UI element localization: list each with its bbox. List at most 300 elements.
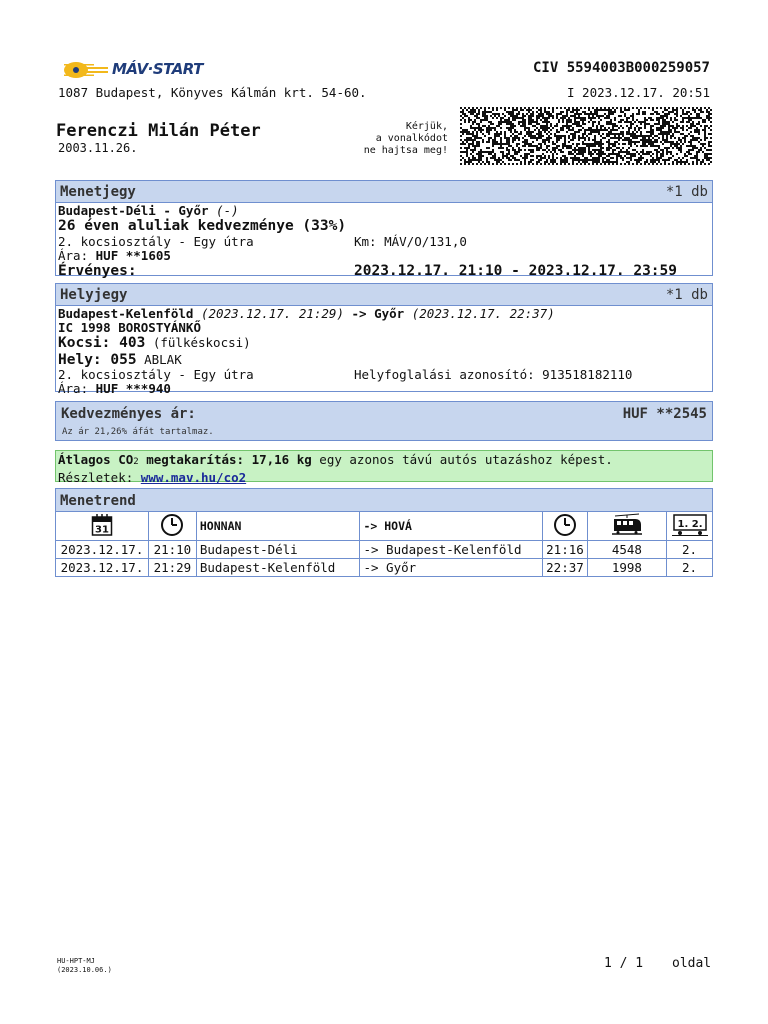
barcode-module <box>638 153 640 155</box>
barcode-module <box>476 113 478 115</box>
barcode-module <box>608 159 610 161</box>
barcode-module <box>554 143 556 145</box>
barcode-module <box>688 163 690 165</box>
barcode-module <box>604 161 606 163</box>
barcode-module <box>652 133 654 135</box>
barcode-module <box>514 137 516 139</box>
barcode-module <box>500 143 502 145</box>
barcode-module <box>482 161 484 163</box>
barcode-module <box>708 153 710 155</box>
barcode-module <box>666 147 668 149</box>
barcode-module <box>512 123 514 125</box>
barcode-module <box>584 131 586 133</box>
barcode-module <box>686 129 688 131</box>
barcode-module <box>568 125 570 127</box>
barcode-module <box>676 143 678 145</box>
barcode-module <box>584 157 586 159</box>
barcode-module <box>546 117 548 119</box>
barcode-module <box>644 139 646 141</box>
barcode-module <box>556 163 558 165</box>
barcode-module <box>626 133 628 135</box>
barcode-module <box>620 109 622 111</box>
barcode-module <box>582 121 584 123</box>
barcode-module <box>460 127 462 129</box>
barcode-module <box>506 155 508 157</box>
barcode-module <box>672 107 674 109</box>
barcode-module <box>548 115 550 117</box>
barcode-module <box>670 153 672 155</box>
barcode-module <box>524 139 526 141</box>
barcode-module <box>594 137 596 139</box>
barcode-module <box>466 141 468 143</box>
barcode-module <box>550 129 552 131</box>
barcode-module <box>512 109 514 111</box>
barcode-module <box>616 129 618 131</box>
co2-details-link[interactable]: www.mav.hu/co2 <box>140 470 247 485</box>
barcode-module <box>650 145 652 147</box>
barcode-module <box>680 107 682 109</box>
barcode-module <box>538 149 540 151</box>
barcode-module <box>568 119 570 121</box>
barcode-module <box>592 131 594 133</box>
barcode-module <box>470 119 472 121</box>
barcode-module <box>550 159 552 161</box>
barcode-module <box>592 143 594 145</box>
barcode-module <box>552 111 554 113</box>
barcode-module <box>552 159 554 161</box>
barcode-module <box>468 163 470 165</box>
barcode-module <box>606 123 608 125</box>
barcode-module <box>478 141 480 143</box>
barcode-module <box>658 151 660 153</box>
barcode-module <box>708 119 710 121</box>
barcode-module <box>532 121 534 123</box>
barcode-module <box>566 119 568 121</box>
barcode-module <box>526 133 528 135</box>
barcode-module <box>500 133 502 135</box>
barcode-module <box>542 113 544 115</box>
barcode-module <box>666 151 668 153</box>
barcode-module <box>540 125 542 127</box>
barcode-module <box>600 153 602 155</box>
barcode-module <box>708 107 710 109</box>
barcode-module <box>462 143 464 145</box>
passenger-name: Ferenczi Milán Péter <box>56 121 261 141</box>
barcode-module <box>588 153 590 155</box>
class-column-header <box>667 512 713 541</box>
barcode-module <box>710 161 712 163</box>
barcode-module <box>476 143 478 145</box>
barcode-module <box>472 155 474 157</box>
barcode-module <box>702 161 704 163</box>
barcode-module <box>590 133 592 135</box>
barcode-module <box>704 133 706 135</box>
barcode-module <box>516 117 518 119</box>
barcode-module <box>648 123 650 125</box>
barcode-module <box>572 149 574 151</box>
barcode-module <box>594 113 596 115</box>
barcode-module <box>592 157 594 159</box>
barcode-module <box>624 115 626 117</box>
barcode-module <box>518 117 520 119</box>
barcode-module <box>572 157 574 159</box>
barcode-module <box>620 133 622 135</box>
barcode-module <box>506 137 508 139</box>
barcode-module <box>476 127 478 129</box>
barcode-module <box>512 139 514 141</box>
barcode-module <box>478 117 480 119</box>
panel-title: Menetjegy <box>60 183 136 200</box>
barcode-module <box>682 109 684 111</box>
barcode-module <box>698 131 700 133</box>
barcode-module <box>518 159 520 161</box>
barcode-module <box>552 115 554 117</box>
barcode-module <box>562 111 564 113</box>
barcode-module <box>460 111 462 113</box>
barcode-module <box>488 137 490 139</box>
barcode-module <box>600 129 602 131</box>
barcode-module <box>462 129 464 131</box>
barcode-module <box>562 159 564 161</box>
barcode-module <box>628 131 630 133</box>
barcode-module <box>546 113 548 115</box>
barcode-module <box>526 155 528 157</box>
barcode-module <box>550 125 552 127</box>
route: Budapest-Déli - Győr <box>58 203 209 218</box>
barcode-module <box>672 133 674 135</box>
barcode-module <box>524 107 526 109</box>
barcode-module <box>488 161 490 163</box>
barcode-module <box>500 131 502 133</box>
barcode-module <box>552 149 554 151</box>
barcode-module <box>696 113 698 115</box>
train-column-header <box>587 512 666 541</box>
table-row <box>56 541 713 559</box>
barcode-module <box>680 127 682 129</box>
barcode-module <box>656 123 658 125</box>
distance: Km: MÁV/O/131,0 <box>354 234 467 249</box>
barcode-module <box>564 125 566 127</box>
barcode-module <box>522 123 524 125</box>
barcode-module <box>552 127 554 129</box>
barcode-module <box>662 127 664 129</box>
barcode-module <box>598 155 600 157</box>
barcode-module <box>660 115 662 117</box>
barcode-module <box>494 137 496 139</box>
barcode-module <box>540 109 542 111</box>
barcode-module <box>580 151 582 153</box>
barcode-module <box>708 141 710 143</box>
barcode-module <box>548 149 550 151</box>
barcode-module <box>528 153 530 155</box>
barcode-module <box>672 143 674 145</box>
barcode-module <box>704 153 706 155</box>
barcode-module <box>472 149 474 151</box>
barcode-module <box>526 113 528 115</box>
barcode-module <box>628 127 630 129</box>
barcode-module <box>602 147 604 149</box>
barcode-module <box>490 123 492 125</box>
barcode-module <box>560 117 562 119</box>
barcode-module <box>486 127 488 129</box>
barcode-module <box>676 141 678 143</box>
barcode-module <box>692 157 694 159</box>
barcode-module <box>544 129 546 131</box>
barcode-module <box>642 121 644 123</box>
barcode-module <box>624 121 626 123</box>
barcode-module <box>500 127 502 129</box>
barcode-module <box>528 135 530 137</box>
barcode-module <box>628 151 630 153</box>
barcode-module <box>630 115 632 117</box>
barcode-module <box>466 161 468 163</box>
barcode-module <box>534 129 536 131</box>
barcode-module <box>492 107 494 109</box>
barcode-module <box>676 163 678 165</box>
barcode-module <box>502 161 504 163</box>
barcode-module <box>572 161 574 163</box>
barcode-module <box>552 143 554 145</box>
barcode-module <box>566 157 568 159</box>
barcode-module <box>624 143 626 145</box>
barcode-module <box>696 129 698 131</box>
barcode-module <box>700 107 702 109</box>
barcode-module <box>668 127 670 129</box>
barcode-module <box>572 107 574 109</box>
seat-type: ABLAK <box>144 352 182 367</box>
barcode-module <box>600 135 602 137</box>
barcode-module <box>636 151 638 153</box>
barcode-module <box>504 119 506 121</box>
barcode-module <box>486 115 488 117</box>
barcode-module <box>470 111 472 113</box>
barcode-module <box>508 153 510 155</box>
barcode-module <box>528 143 530 145</box>
clock-icon <box>553 513 577 537</box>
barcode-module <box>704 135 706 137</box>
barcode-module <box>592 149 594 151</box>
barcode-module <box>522 141 524 143</box>
barcode-module <box>576 117 578 119</box>
barcode-module <box>630 145 632 147</box>
barcode-module <box>554 135 556 137</box>
barcode-module <box>598 131 600 133</box>
barcode-module <box>592 159 594 161</box>
barcode-module <box>584 163 586 165</box>
barcode-module <box>702 159 704 161</box>
barcode-module <box>616 161 618 163</box>
barcode-module <box>600 125 602 127</box>
barcode-module <box>696 159 698 161</box>
barcode-module <box>578 135 580 137</box>
barcode-module <box>704 157 706 159</box>
barcode-module <box>518 151 520 153</box>
price-label: Ára: <box>58 381 89 396</box>
barcode-module <box>694 131 696 133</box>
barcode-module <box>504 135 506 137</box>
barcode-module <box>522 119 524 121</box>
barcode-module <box>612 161 614 163</box>
barcode-module <box>506 149 508 151</box>
barcode-module <box>532 159 534 161</box>
barcode-module <box>530 135 532 137</box>
barcode-module <box>532 155 534 157</box>
barcode-module <box>656 141 658 143</box>
barcode-module <box>466 153 468 155</box>
barcode-module <box>480 137 482 139</box>
barcode-module <box>534 125 536 127</box>
barcode-module <box>684 153 686 155</box>
barcode-module <box>682 113 684 115</box>
barcode-module <box>530 137 532 139</box>
barcode-module <box>520 149 522 151</box>
from-column-header: HONNAN <box>196 512 360 541</box>
barcode-module <box>488 141 490 143</box>
barcode-module <box>654 161 656 163</box>
barcode-module <box>704 137 706 139</box>
barcode-module <box>534 137 536 139</box>
barcode-module <box>480 163 482 165</box>
barcode-module <box>574 119 576 121</box>
barcode-module <box>522 125 524 127</box>
barcode-module <box>548 107 550 109</box>
barcode-module <box>506 153 508 155</box>
barcode-module <box>676 159 678 161</box>
barcode-module <box>478 127 480 129</box>
barcode-module <box>604 137 606 139</box>
barcode-module <box>614 153 616 155</box>
barcode-module <box>542 129 544 131</box>
barcode-module <box>582 117 584 119</box>
barcode-module <box>618 121 620 123</box>
barcode-module <box>512 147 514 149</box>
barcode-module <box>476 159 478 161</box>
barcode-module <box>628 143 630 145</box>
barcode-module <box>484 115 486 117</box>
barcode-module <box>620 111 622 113</box>
barcode-module <box>614 149 616 151</box>
barcode-module <box>652 119 654 121</box>
barcode-module <box>472 141 474 143</box>
barcode-module <box>656 113 658 115</box>
barcode-module <box>488 147 490 149</box>
barcode-module <box>582 111 584 113</box>
barcode-module <box>524 143 526 145</box>
barcode-module <box>706 157 708 159</box>
barcode-module <box>672 147 674 149</box>
barcode-module <box>580 159 582 161</box>
timetable-header-row <box>56 512 713 541</box>
barcode-module <box>612 143 614 145</box>
barcode-module <box>524 163 526 165</box>
barcode-note <box>348 121 448 157</box>
barcode-module <box>658 121 660 123</box>
barcode-module <box>484 109 486 111</box>
issue-date: I 2023.12.17. 20:51 <box>567 85 710 100</box>
barcode-module <box>626 119 628 121</box>
barcode-module <box>540 155 542 157</box>
barcode-module <box>630 155 632 157</box>
barcode-module <box>602 143 604 145</box>
barcode-module <box>610 137 612 139</box>
barcode-module <box>670 145 672 147</box>
barcode-module <box>472 163 474 165</box>
barcode-module <box>700 143 702 145</box>
barcode-module <box>498 123 500 125</box>
barcode-module <box>652 125 654 127</box>
barcode-module <box>678 149 680 151</box>
barcode-module <box>656 163 658 165</box>
barcode-module <box>568 127 570 129</box>
barcode-module <box>594 135 596 137</box>
barcode-module <box>564 115 566 117</box>
barcode-module <box>602 153 604 155</box>
barcode-module <box>632 133 634 135</box>
barcode-module <box>524 135 526 137</box>
barcode-module <box>462 157 464 159</box>
mav-start-logo <box>62 58 203 82</box>
barcode-module <box>690 135 692 137</box>
barcode-module <box>558 131 560 133</box>
barcode-module <box>528 117 530 119</box>
barcode-module <box>486 111 488 113</box>
barcode-module <box>478 123 480 125</box>
barcode-module <box>602 133 604 135</box>
barcode-module <box>642 149 644 151</box>
barcode-module <box>698 129 700 131</box>
barcode-module <box>592 153 594 155</box>
barcode-module <box>698 137 700 139</box>
barcode-module <box>690 117 692 119</box>
barcode-module <box>546 119 548 121</box>
barcode-module <box>632 113 634 115</box>
barcode-module <box>490 129 492 131</box>
barcode-module <box>582 155 584 157</box>
barcode-module <box>630 143 632 145</box>
barcode-module <box>556 135 558 137</box>
barcode-module <box>630 125 632 127</box>
barcode-module <box>616 163 618 165</box>
barcode-module <box>480 151 482 153</box>
barcode-module <box>684 139 686 141</box>
barcode-module <box>706 125 708 127</box>
barcode-module <box>642 111 644 113</box>
barcode-module <box>492 143 494 145</box>
barcode-module <box>548 145 550 147</box>
barcode-module <box>486 117 488 119</box>
barcode-module <box>620 131 622 133</box>
barcode-module <box>556 125 558 127</box>
barcode-module <box>626 137 628 139</box>
barcode-module <box>542 141 544 143</box>
barcode-module <box>622 127 624 129</box>
barcode-module <box>636 107 638 109</box>
barcode-module <box>662 131 664 133</box>
barcode-module <box>560 113 562 115</box>
table-row <box>56 559 713 577</box>
barcode-module <box>598 133 600 135</box>
barcode-module <box>506 139 508 141</box>
barcode-module <box>670 137 672 139</box>
barcode-module <box>524 141 526 143</box>
barcode-module <box>482 129 484 131</box>
barcode-module <box>600 155 602 157</box>
barcode-module <box>500 137 502 139</box>
barcode-module <box>492 123 494 125</box>
barcode-module <box>578 161 580 163</box>
barcode-module <box>680 159 682 161</box>
barcode-module <box>574 133 576 135</box>
